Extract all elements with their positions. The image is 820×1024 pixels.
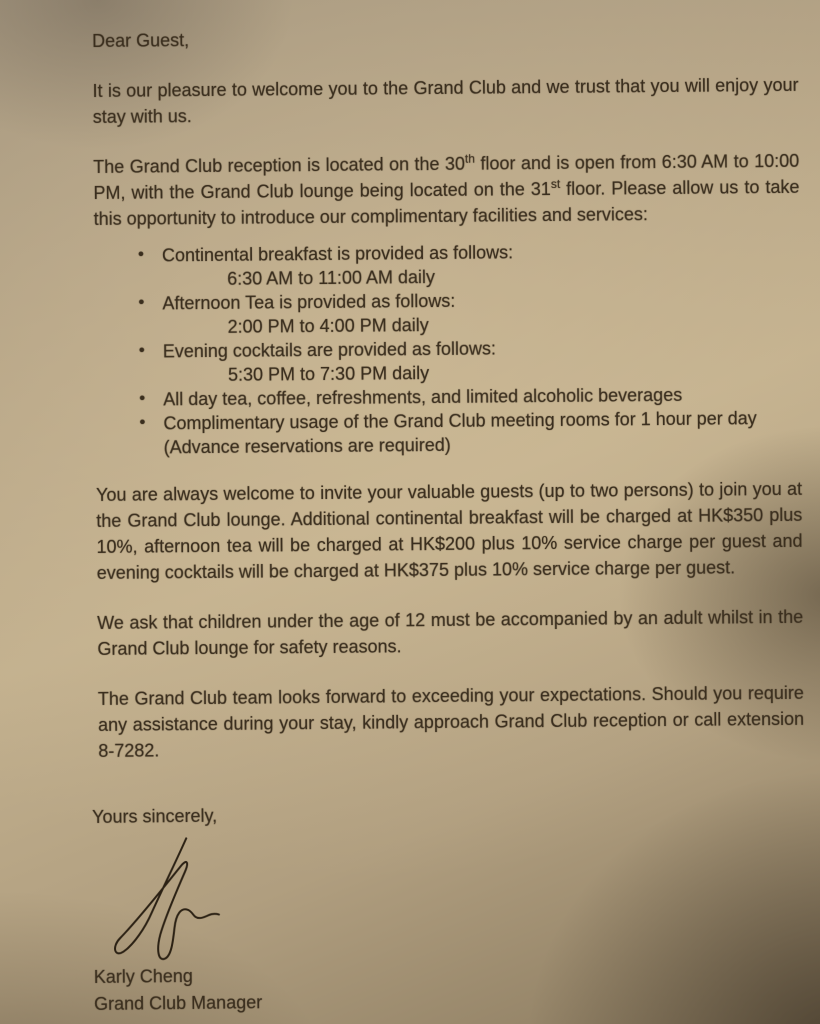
bullet-icon: • [138,340,145,360]
bullet-icon: • [139,388,146,408]
facilities-list [94,238,802,460]
paragraph-reception [93,148,800,232]
list-item-text: Evening cocktails are provided as follows: [162,338,497,362]
list-item-time: 6:30 AM to 11:00 AM daily [227,267,436,289]
paragraph-guests: You are always welcome to invite your valuable guests (up to two persons) to join you at the Grand Club lounge. Additional continental breakfast will be charged at HK$350 plus 10%, afternoon tea will be charged at HK$200 plus 10% service charge per guest and evening cocktails will be charged at HK$375 plus 10% service charge per guest. [95,478,803,583]
letter-body [92,22,805,788]
ordinal-superscript: th [464,151,476,166]
signature-icon [98,835,231,962]
list-item-text: Complimentary usage of the Grand Club meeting rooms for 1 hour per day [163,408,757,434]
signer-title: Grand Club Manager [93,992,263,1014]
valediction: Yours sincerely, [92,805,218,827]
reception-text-2: floor and is open from 6:30 AM to 10:00 PM, with the Grand Club lounge being located on the 31 [93,150,800,203]
paragraph-children: We ask that children under the age of 12 must be accompanied by an adult whilst in the Grand Club lounge for safety reasons. [97,606,804,659]
list-item-text: Afternoon Tea is provided as follows: [162,290,456,314]
list-item-cocktails [95,334,801,388]
ordinal-superscript: st [550,176,561,192]
reception-text-1: The Grand Club reception is located on the 30 [93,153,466,177]
bullet-icon: • [139,412,146,432]
list-item-note: (Advance reservations are required) [163,434,451,458]
closing-block [92,800,494,1017]
signer-name: Karly Cheng [93,965,193,987]
reception-text-3: floor. Please allow us to take this opportunity to introduce our complimentary facilities and services: [93,176,800,229]
list-item-breakfast [94,238,800,292]
bullet-icon: • [137,244,145,264]
list-item-time: 5:30 PM to 7:30 PM daily [227,363,430,385]
paragraph-welcome: It is our pleasure to welcome you to the Grand Club and we trust that you will enjoy your stay with us. [92,74,799,127]
list-item-time: 2:00 PM to 4:00 PM daily [227,315,429,337]
list-item-meeting-rooms [95,406,801,460]
list-item-afternoon-tea [94,286,800,340]
paragraph-team: The Grand Club team looks forward to exceeding your expectations. Should you require any assistance during your stay, kindly approach Grand Club reception or call extension 8-7282. [97,682,805,761]
bullet-icon: • [138,292,145,312]
list-item-text: Continental breakfast is provided as follows: [161,242,514,266]
salutation: Dear Guest, [92,30,190,51]
handwritten-signature [98,832,493,964]
list-item-text: All day tea, coffee, refreshments, and limited alcoholic beverages [163,384,683,410]
